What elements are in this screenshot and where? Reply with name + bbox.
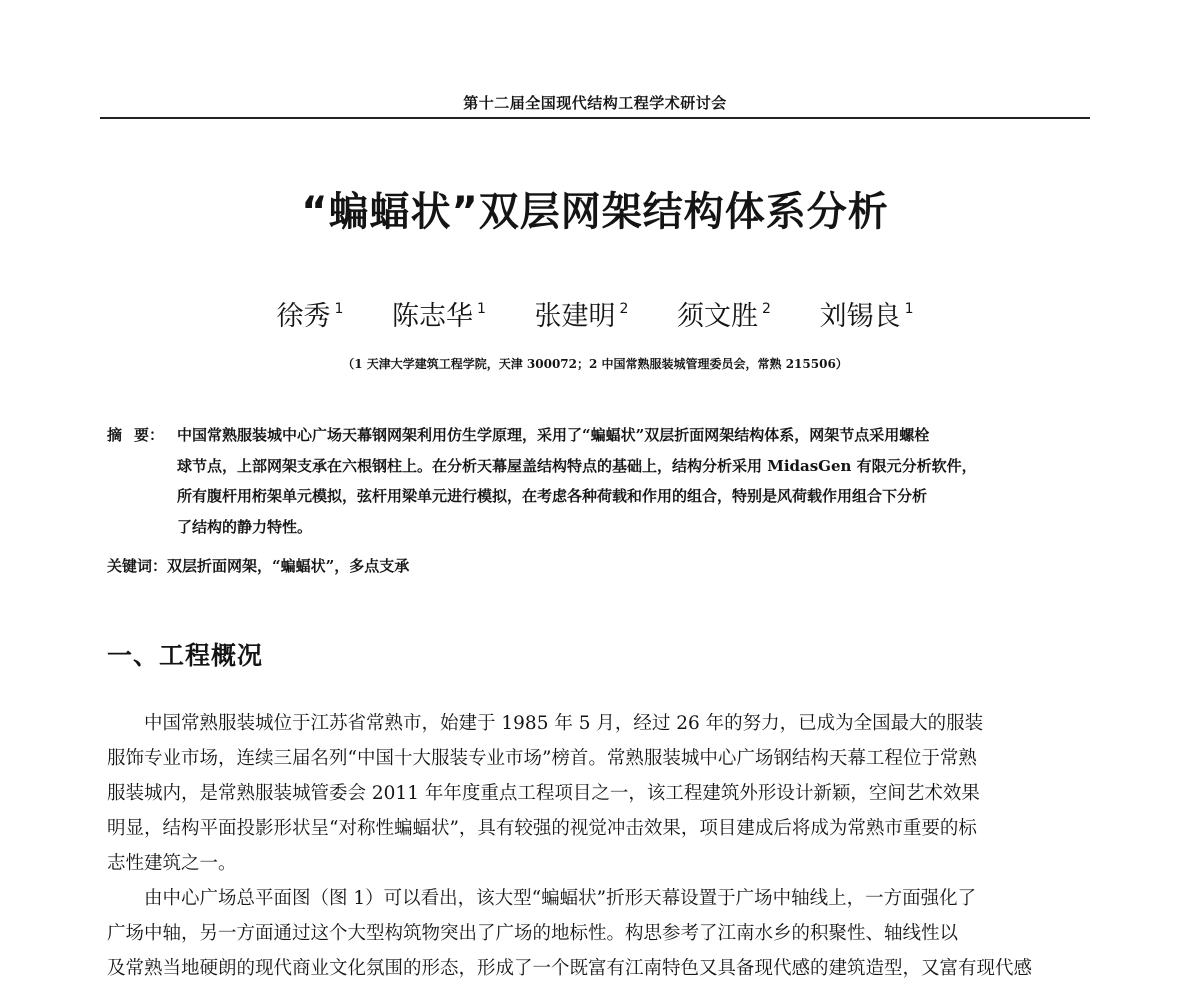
author [277, 294, 344, 333]
author-affil-mark: 1 [334, 301, 344, 317]
author-name: 徐秀 [276, 301, 331, 332]
affiliations: （1 天津大学建筑工程学院，天津 300072；2 中国常熟服装城管理委员会，常熟 215506） [342, 357, 848, 371]
abstract [107, 420, 1092, 542]
body-line: 服饰专业市场，连续三届名列“中国十大服装专业市场”榜首。常熟服装城中心广场钢结构天幕工程位于常熟 [107, 748, 977, 769]
abstract-body [177, 420, 1092, 542]
abstract-line: 中国常熟服装城中心广场天幕钢网架利用仿生学原理，采用了“蝙蝠状”双层折面网架结构体系，网架节点采用螺栓 [177, 426, 930, 444]
body-line: 及常熟当地硬朗的现代商业文化氛围的形态，形成了一个既富有江南特色又具备现代感的建筑造型，又富有现代感 [107, 958, 1033, 979]
body-line: 志性建筑之一。 [107, 853, 237, 874]
running-header: 第十二届全国现代结构工程学术研讨会 [463, 94, 727, 112]
author [392, 294, 486, 333]
author [820, 294, 914, 333]
author-list [100, 294, 1090, 333]
author-name: 刘锡良 [819, 301, 901, 332]
abstract-line: 了结构的静力特性。 [177, 517, 313, 536]
abstract-label: 摘 要： [107, 426, 165, 444]
body-line: 由中心广场总平面图（图 1）可以看出，该大型“蝙蝠状”折形天幕设置于广场中轴线上，一方面强化了 [144, 888, 977, 909]
author-affil-mark: 2 [762, 301, 771, 317]
author-name: 须文胜 [677, 301, 759, 332]
author [535, 294, 629, 333]
paper-title: “蝙蝠状”双层网架结构体系分析 [301, 189, 889, 235]
header-rule [100, 117, 1090, 119]
keywords: 关键词：双层折面网架，“蝙蝠状”，多点支承 [107, 557, 410, 575]
body-line: 明显，结构平面投影形状呈“对称性蝙蝠状”，具有较强的视觉冲击效果，项目建成后将成为常熟市重要的标 [107, 818, 977, 839]
author-name: 陈志华 [392, 301, 474, 332]
body-line: 中国常熟服装城位于江苏省常熟市，始建于 1985 年 5 月，经过 26 年的努力，已成为全国最大的服装 [144, 713, 984, 734]
section-body [107, 706, 1092, 986]
author-affil-mark: 1 [904, 301, 914, 317]
author-affil-mark: 2 [619, 301, 629, 317]
abstract-line: 球节点，上部网架支承在六根钢柱上。在分析天幕屋盖结构特点的基础上，结构分析采用 MidasGen 有限元分析软件， [177, 456, 977, 475]
section-heading: 一、工程概况 [107, 641, 264, 670]
body-line: 服装城内，是常熟服装城管委会 2011 年年度重点工程项目之一，该工程建筑外形设计新颖，空间艺术效果 [107, 783, 980, 804]
author-affil-mark: 1 [477, 301, 486, 317]
author [677, 294, 771, 333]
abstract-line: 所有腹杆用桁架单元模拟，弦杆用梁单元进行模拟，在考虑各种荷载和作用的组合，特别是风荷载作用组合下分析 [177, 487, 928, 505]
body-line: 广场中轴，另一方面通过这个大型构筑物突出了广场的地标性。构思参考了江南水乡的积聚性、轴线性以 [107, 923, 959, 944]
author-name: 张建明 [534, 301, 616, 332]
